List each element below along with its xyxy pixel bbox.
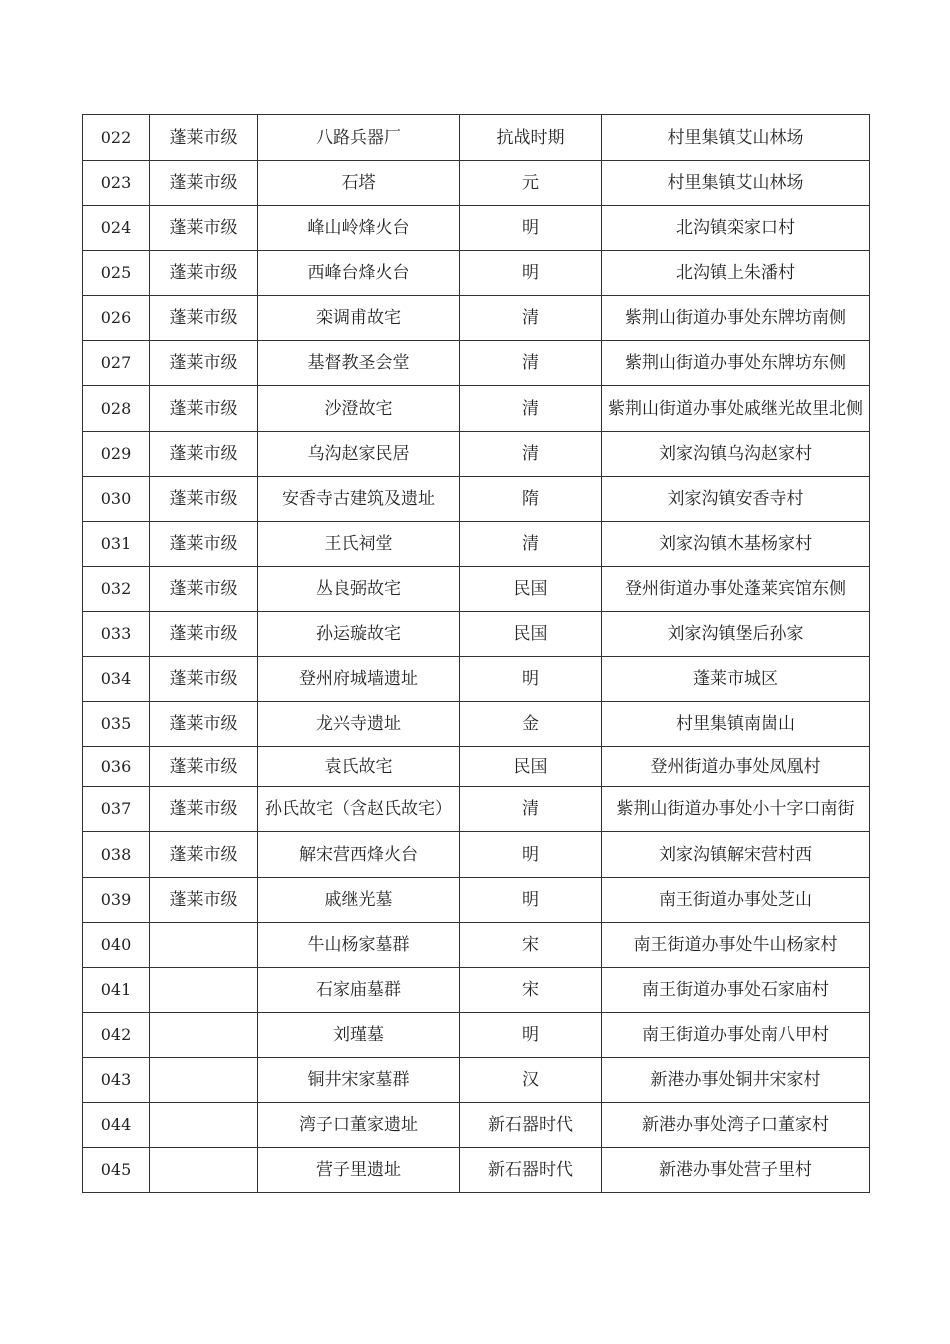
cell-era: 清 (460, 386, 602, 432)
table-row (83, 477, 870, 522)
cell-protection-level (150, 923, 258, 968)
cell-era: 清 (460, 787, 602, 832)
cell-number: 031 (83, 522, 150, 567)
cell-protection-level: 蓬莱市级 (150, 251, 258, 296)
cell-number: 037 (83, 787, 150, 832)
cell-era: 明 (460, 878, 602, 923)
cell-era: 明 (460, 1013, 602, 1058)
cell-site-name: 湾子口董家遗址 (258, 1103, 460, 1148)
cell-era: 民国 (460, 567, 602, 612)
cell-site-name: 孙氏故宅（含赵氏故宅） (258, 787, 460, 832)
cell-protection-level: 蓬莱市级 (150, 612, 258, 657)
cell-site-name: 基督教圣会堂 (258, 341, 460, 386)
table-row (83, 747, 870, 787)
cell-location: 蓬莱市城区 (602, 657, 870, 702)
cell-number: 022 (83, 115, 150, 161)
table-row (83, 206, 870, 251)
cell-site-name: 营子里遗址 (258, 1148, 460, 1193)
cell-era: 清 (460, 341, 602, 386)
cell-protection-level: 蓬莱市级 (150, 477, 258, 522)
cell-location: 紫荆山街道办事处东牌坊东侧 (602, 341, 870, 386)
cell-era: 明 (460, 832, 602, 878)
cell-protection-level: 蓬莱市级 (150, 161, 258, 206)
cell-site-name: 刘瑾墓 (258, 1013, 460, 1058)
cell-site-name: 孙运璇故宅 (258, 612, 460, 657)
cell-era: 新石器时代 (460, 1148, 602, 1193)
table-row (83, 386, 870, 432)
cell-era: 民国 (460, 747, 602, 787)
heritage-sites-table (82, 114, 870, 1193)
cell-era: 隋 (460, 477, 602, 522)
cell-location: 新港办事处铜井宋家村 (602, 1058, 870, 1103)
cell-protection-level: 蓬莱市级 (150, 115, 258, 161)
cell-number: 043 (83, 1058, 150, 1103)
cell-protection-level: 蓬莱市级 (150, 878, 258, 923)
cell-number: 034 (83, 657, 150, 702)
cell-protection-level (150, 1013, 258, 1058)
cell-era: 金 (460, 702, 602, 747)
cell-protection-level: 蓬莱市级 (150, 386, 258, 432)
cell-location: 刘家沟镇安香寺村 (602, 477, 870, 522)
cell-site-name: 栾调甫故宅 (258, 296, 460, 341)
cell-era: 宋 (460, 923, 602, 968)
cell-site-name: 解宋营西烽火台 (258, 832, 460, 878)
cell-location: 紫荆山街道办事处东牌坊南侧 (602, 296, 870, 341)
cell-number: 032 (83, 567, 150, 612)
cell-location: 刘家沟镇堡后孙家 (602, 612, 870, 657)
table-row (83, 161, 870, 206)
cell-site-name: 戚继光墓 (258, 878, 460, 923)
cell-era: 民国 (460, 612, 602, 657)
cell-era: 抗战时期 (460, 115, 602, 161)
cell-location: 北沟镇栾家口村 (602, 206, 870, 251)
cell-protection-level: 蓬莱市级 (150, 657, 258, 702)
cell-number: 044 (83, 1103, 150, 1148)
cell-protection-level (150, 968, 258, 1013)
cell-number: 040 (83, 923, 150, 968)
cell-number: 038 (83, 832, 150, 878)
cell-protection-level: 蓬莱市级 (150, 522, 258, 567)
cell-site-name: 王氏祠堂 (258, 522, 460, 567)
cell-protection-level: 蓬莱市级 (150, 832, 258, 878)
cell-era: 宋 (460, 968, 602, 1013)
table-row (83, 341, 870, 386)
cell-location: 村里集镇艾山林场 (602, 161, 870, 206)
table-row (83, 1058, 870, 1103)
cell-location: 登州街道办事处凤凰村 (602, 747, 870, 787)
cell-era: 新石器时代 (460, 1103, 602, 1148)
cell-site-name: 峰山岭烽火台 (258, 206, 460, 251)
cell-site-name: 石家庙墓群 (258, 968, 460, 1013)
table-row (83, 296, 870, 341)
cell-number: 023 (83, 161, 150, 206)
cell-site-name: 龙兴寺遗址 (258, 702, 460, 747)
cell-number: 026 (83, 296, 150, 341)
cell-protection-level: 蓬莱市级 (150, 702, 258, 747)
table-row (83, 251, 870, 296)
cell-location: 刘家沟镇木基杨家村 (602, 522, 870, 567)
cell-protection-level: 蓬莱市级 (150, 432, 258, 477)
table-row (83, 612, 870, 657)
cell-number: 035 (83, 702, 150, 747)
cell-site-name: 登州府城墙遗址 (258, 657, 460, 702)
table-body (83, 115, 870, 1193)
cell-location: 紫荆山街道办事处戚继光故里北侧 (602, 386, 870, 432)
table-row (83, 657, 870, 702)
cell-site-name: 沙澄故宅 (258, 386, 460, 432)
cell-location: 南王街道办事处牛山杨家村 (602, 923, 870, 968)
cell-site-name: 牛山杨家墓群 (258, 923, 460, 968)
table-row (83, 1103, 870, 1148)
cell-number: 036 (83, 747, 150, 787)
cell-number: 028 (83, 386, 150, 432)
cell-number: 029 (83, 432, 150, 477)
cell-location: 北沟镇上朱潘村 (602, 251, 870, 296)
cell-number: 033 (83, 612, 150, 657)
cell-location: 村里集镇南崮山 (602, 702, 870, 747)
cell-era: 元 (460, 161, 602, 206)
cell-protection-level: 蓬莱市级 (150, 747, 258, 787)
cell-era: 明 (460, 206, 602, 251)
cell-number: 045 (83, 1148, 150, 1193)
cell-site-name: 丛良弼故宅 (258, 567, 460, 612)
cell-number: 030 (83, 477, 150, 522)
table-row (83, 1013, 870, 1058)
cell-protection-level (150, 1148, 258, 1193)
table-row (83, 968, 870, 1013)
table-row (83, 787, 870, 832)
table-row (83, 923, 870, 968)
cell-location: 新港办事处营子里村 (602, 1148, 870, 1193)
cell-protection-level (150, 1058, 258, 1103)
cell-number: 025 (83, 251, 150, 296)
table-row (83, 1148, 870, 1193)
table-row (83, 115, 870, 161)
cell-site-name: 石塔 (258, 161, 460, 206)
table-row (83, 432, 870, 477)
cell-site-name: 乌沟赵家民居 (258, 432, 460, 477)
cell-site-name: 八路兵器厂 (258, 115, 460, 161)
cell-location: 刘家沟镇乌沟赵家村 (602, 432, 870, 477)
cell-location: 南王街道办事处芝山 (602, 878, 870, 923)
cell-location: 南王街道办事处石家庙村 (602, 968, 870, 1013)
cell-era: 清 (460, 296, 602, 341)
cell-number: 039 (83, 878, 150, 923)
cell-location: 刘家沟镇解宋营村西 (602, 832, 870, 878)
cell-site-name: 袁氏故宅 (258, 747, 460, 787)
cell-era: 明 (460, 251, 602, 296)
cell-location: 南王街道办事处南八甲村 (602, 1013, 870, 1058)
table-row (83, 702, 870, 747)
cell-location: 村里集镇艾山林场 (602, 115, 870, 161)
cell-era: 清 (460, 522, 602, 567)
cell-protection-level: 蓬莱市级 (150, 296, 258, 341)
table-row (83, 878, 870, 923)
cell-era: 明 (460, 657, 602, 702)
cell-site-name: 铜井宋家墓群 (258, 1058, 460, 1103)
cell-number: 027 (83, 341, 150, 386)
cell-number: 041 (83, 968, 150, 1013)
cell-number: 042 (83, 1013, 150, 1058)
cell-location: 新港办事处湾子口董家村 (602, 1103, 870, 1148)
table-row (83, 567, 870, 612)
cell-protection-level: 蓬莱市级 (150, 567, 258, 612)
table-row (83, 522, 870, 567)
cell-number: 024 (83, 206, 150, 251)
cell-protection-level: 蓬莱市级 (150, 787, 258, 832)
cell-protection-level: 蓬莱市级 (150, 206, 258, 251)
cell-site-name: 安香寺古建筑及遗址 (258, 477, 460, 522)
cell-site-name: 西峰台烽火台 (258, 251, 460, 296)
cell-era: 汉 (460, 1058, 602, 1103)
cell-protection-level (150, 1103, 258, 1148)
table-row (83, 832, 870, 878)
cell-protection-level: 蓬莱市级 (150, 341, 258, 386)
cell-location: 登州街道办事处蓬莱宾馆东侧 (602, 567, 870, 612)
cell-era: 清 (460, 432, 602, 477)
cell-location: 紫荆山街道办事处小十字口南街 (602, 787, 870, 832)
